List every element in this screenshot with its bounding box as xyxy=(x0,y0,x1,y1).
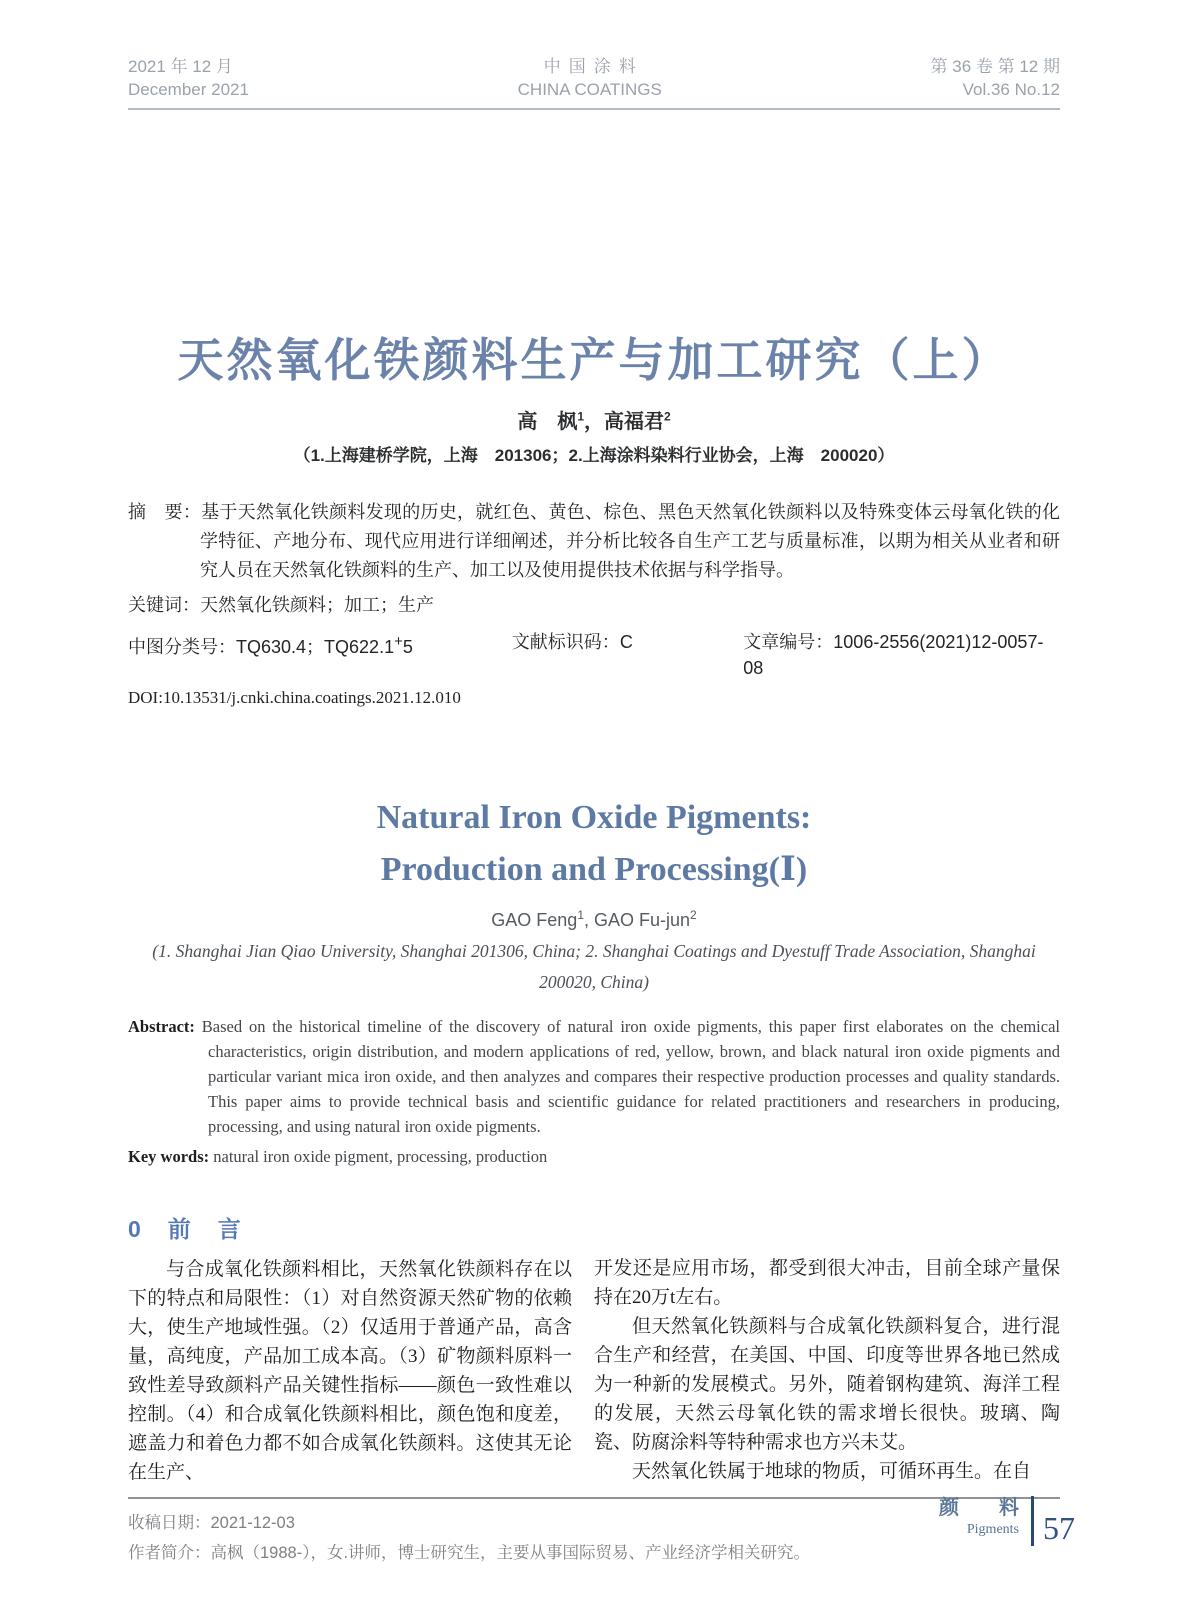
author-bio-line xyxy=(128,1538,1060,1568)
title-en-line2: Production and Processing(Ⅰ) xyxy=(380,851,808,888)
header-issue-block xyxy=(931,55,1060,101)
authors-zh-separator: ， xyxy=(584,411,604,433)
section-0-heading: 0 前 言 xyxy=(128,1216,243,1242)
abstract-en-label: Abstract: xyxy=(128,1017,195,1036)
header-date-en: December 2021 xyxy=(128,80,249,99)
keywords-en xyxy=(128,1144,1060,1169)
keywords-zh xyxy=(128,591,1060,620)
received-date-label: 收稿日期： xyxy=(128,1514,211,1532)
received-date-line xyxy=(128,1508,1060,1538)
header-issue-en: Vol.36 No.12 xyxy=(962,80,1060,99)
keywords-zh-text: 天然氧化铁颜料；加工；生产 xyxy=(200,595,434,615)
document-code-label: 文献标识码： xyxy=(511,632,620,652)
author-2-en: GAO Fu-jun xyxy=(594,910,691,930)
authors-en-separator: , xyxy=(584,910,595,930)
received-date-value: 2021-12-03 xyxy=(210,1514,295,1532)
clc-superscript: + xyxy=(394,633,403,650)
article-title-zh: 天然氧化铁颜料生产与加工研究（上） xyxy=(177,334,1011,386)
author-1-zh: 高 枫 xyxy=(517,411,578,433)
section-label-zh: 颜 料 xyxy=(939,1497,1029,1519)
keywords-en-label: Key words: xyxy=(128,1147,210,1166)
author-2-zh: 高福君 xyxy=(604,411,664,433)
page-number: 57 xyxy=(1043,1510,1075,1546)
left-column xyxy=(128,1213,572,1487)
abstract-zh-label: 摘 要： xyxy=(128,502,202,522)
document-code xyxy=(512,629,743,681)
body-paragraph: 天然氧化铁属于地球的物质，可循环再生。在自 xyxy=(632,1461,1032,1482)
keywords-en-text: natural iron oxide pigment, processing, production xyxy=(213,1147,548,1166)
header-issue-zh: 第 36 卷 第 12 期 xyxy=(930,57,1060,76)
article-number-label: 文章编号： xyxy=(743,632,834,652)
author-2-affil-ref-en: 2 xyxy=(690,908,697,922)
clc-value-2: 5 xyxy=(402,637,413,657)
body-paragraph: 开发还是应用市场，都受到很大冲击，目前全球产量保持在20万t左右。 xyxy=(594,1258,1060,1308)
author-bio-label: 作者简介： xyxy=(128,1544,211,1562)
affiliation-zh: （1.上海建桥学院，上海 201306；2.上海涂料染料行业协会，上海 200020） xyxy=(293,446,895,465)
article-number-value: 1006-2556(2021)12-0057-08 xyxy=(743,632,1044,678)
title-en-line1: Natural Iron Oxide Pigments: xyxy=(376,799,812,836)
affiliation-en: (1. Shanghai Jian Qiao University, Shanghai 201306, China; 2. Shanghai Coatings and Dyestuff Trade Association, Shanghai 200020, China) xyxy=(152,941,1036,992)
clc-value-1: TQ630.4；TQ622.1 xyxy=(236,637,395,657)
author-1-affil-ref-zh: 1 xyxy=(577,409,584,424)
section-label-en: Pigments xyxy=(966,1522,1019,1537)
header-date-block xyxy=(128,55,249,101)
abstract-en xyxy=(128,1014,1060,1139)
journal-header xyxy=(128,55,1060,110)
author-1-affil-ref-en: 1 xyxy=(577,908,584,922)
article-body xyxy=(128,1213,1060,1487)
document-code-value: C xyxy=(619,632,633,652)
article-title-en xyxy=(128,792,1060,896)
right-column xyxy=(594,1213,1060,1487)
footer-divider-bar xyxy=(1031,1496,1034,1546)
author-1-en: GAO Feng xyxy=(491,910,578,930)
abstract-zh-text: 基于天然氧化铁颜料发现的历史，就红色、黄色、棕色、黑色天然氧化铁颜料以及特殊变体云母氧化铁的化学特征、产地分布、现代应用进行详细阐述，并分析比较各自生产工艺与质量标准，以期为相关从业者和研究人员在天然氧化铁颜料的生产、加工以及使用提供技术依据与科学指导。 xyxy=(200,502,1060,580)
authors-en xyxy=(128,908,1060,931)
author-2-affil-ref-zh: 2 xyxy=(664,409,671,424)
body-paragraph: 与合成氧化铁颜料相比，天然氧化铁颜料存在以下的特点和局限性：（1）对自然资源天然矿物的依赖大，使生产地域性强。（2）仅适用于普通产品，高含量，高纯度，产品加工成本高。（3）矿物颜料原料一致性差导致颜料产品关键性指标——颜色一致性难以控制。（4）和合成氧化铁颜料相比，颜色饱和度差，遮盖力和着色力都不如合成氧化铁颜料。这使其无论在生产、 xyxy=(128,1259,572,1483)
journal-name-block xyxy=(518,55,662,101)
clc-number xyxy=(128,629,512,681)
journal-name-zh: 中国涂料 xyxy=(543,57,644,76)
header-date-zh: 2021 年 12 月 xyxy=(128,57,233,76)
doi: DOI:10.13531/j.cnki.china.coatings.2021.12.010 xyxy=(128,688,461,707)
article-meta-row xyxy=(128,629,1060,681)
body-paragraph: 但天然氧化铁颜料与合成氧化铁颜料复合，进行混合生产和经营，在美国、中国、印度等世界各地已然成为一种新的发展模式。另外，随着钢构建筑、海洋工程的发展，天然云母氧化铁的需求增长很快。玻璃、陶瓷、防腐涂料等特种需求也方兴未艾。 xyxy=(594,1316,1060,1453)
page-footer-mark xyxy=(939,1496,1075,1546)
journal-name-en: CHINA COATINGS xyxy=(517,80,662,99)
footnote xyxy=(128,1499,1060,1568)
article-number xyxy=(743,629,1060,681)
section-label-block xyxy=(939,1496,1029,1546)
author-bio-text: 高枫（1988-），女.讲师，博士研究生，主要从事国际贸易、产业经济学相关研究。 xyxy=(210,1544,811,1562)
abstract-zh xyxy=(128,498,1060,585)
authors-zh xyxy=(128,405,1060,434)
abstract-en-text: Based on the historical timeline of the discovery of natural iron oxide pigments, this paper first elaborates on the chemical characteristics, origin distribution, and modern applications of red, yellow, brown, and black natural iron oxide pigments and particular variant mica iron oxide, and then analyzes and compares their respective production processes and quality standards. This paper aims to provide technical basis and scientific guidance for related practitioners and researchers in producing, processing, and using natural iron oxide pigments. xyxy=(201,1017,1060,1136)
clc-label: 中图分类号： xyxy=(128,637,236,657)
keywords-zh-label: 关键词： xyxy=(128,595,200,615)
